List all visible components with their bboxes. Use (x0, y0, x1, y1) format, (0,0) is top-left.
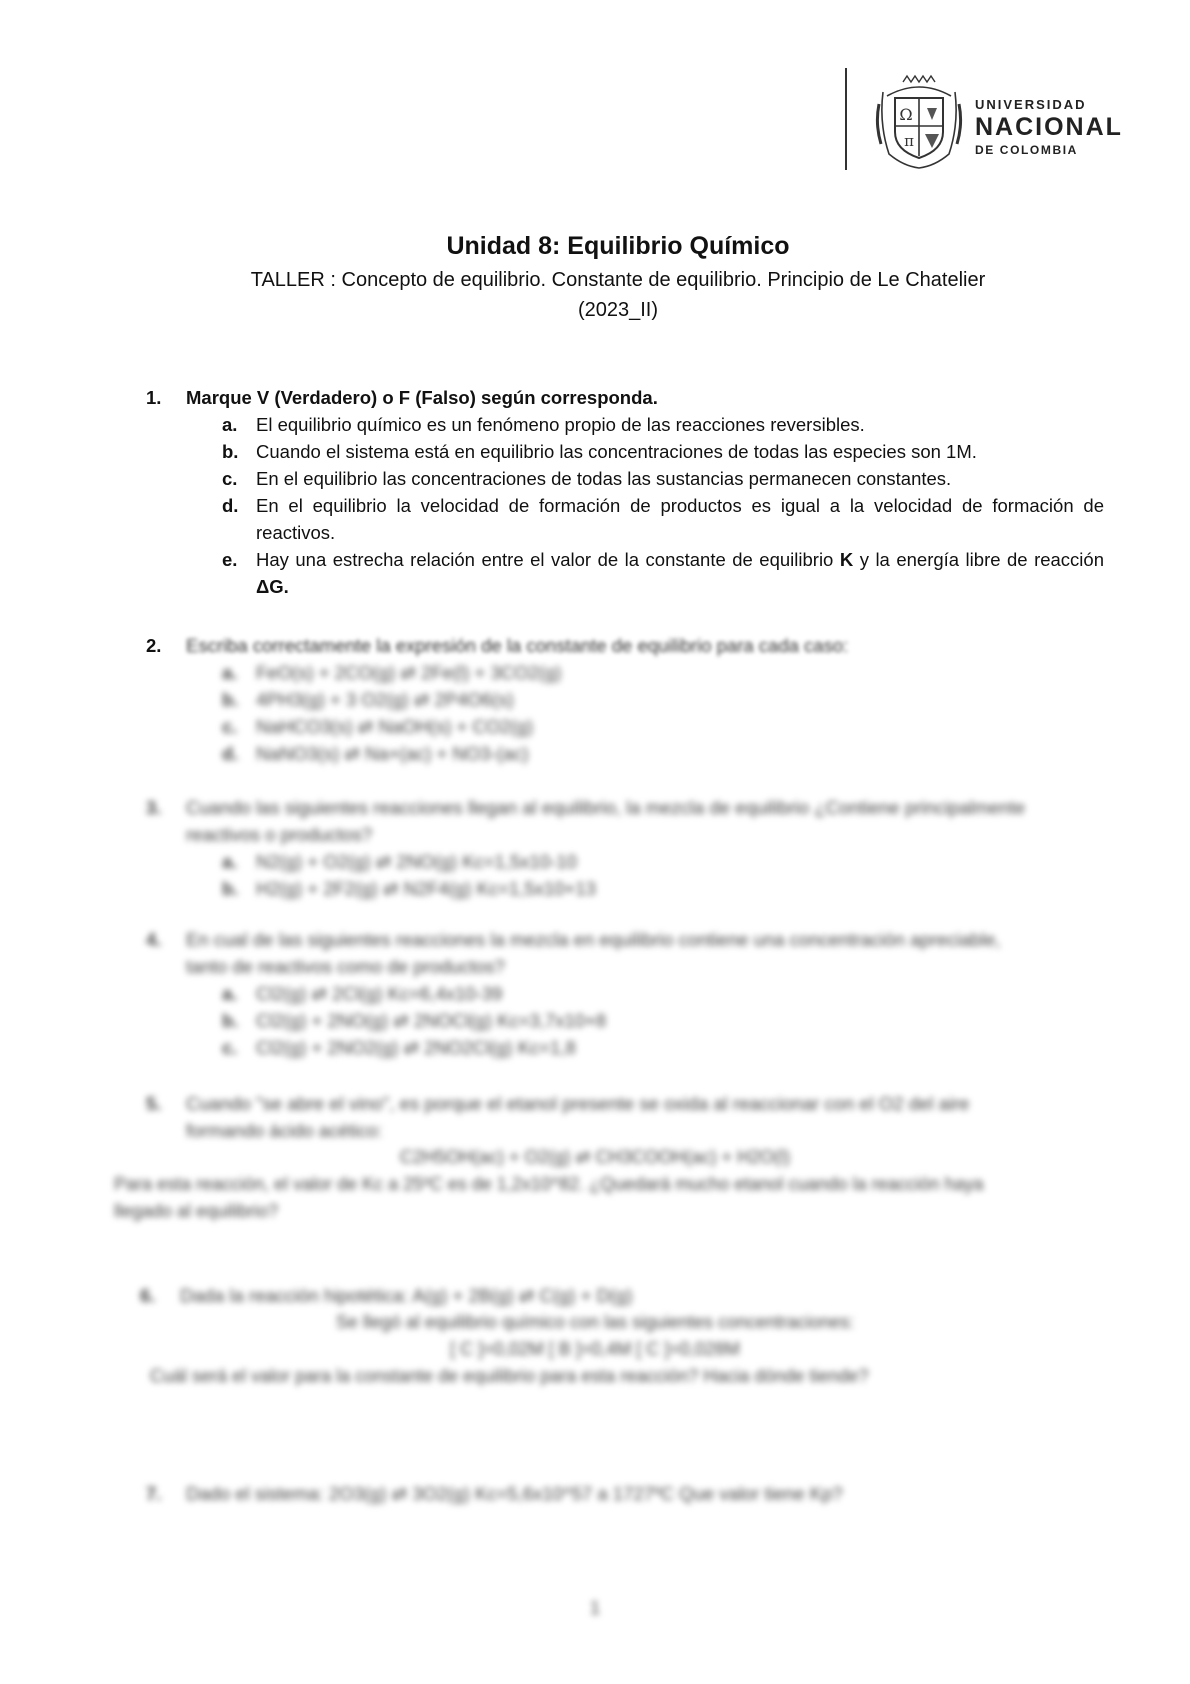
question-items (222, 659, 1104, 767)
university-name-line1: UNIVERSIDAD (975, 97, 1087, 112)
question-text-cont: reactivos o productos? (186, 824, 373, 845)
list-item (222, 492, 1104, 546)
item-letter: a. (222, 983, 238, 1004)
item-letter: a. (222, 851, 238, 872)
item-letter: b. (222, 1010, 239, 1031)
item-text: N2(g) + O2(g) ⇄ 2NO(g) Kc=1,5x10-10 (256, 851, 577, 872)
university-name (975, 98, 1123, 156)
question-number: 1. (146, 387, 162, 408)
document-term: (2023_II) (577, 299, 659, 321)
list-item (222, 1007, 1104, 1034)
list-item (222, 713, 1104, 740)
item-letter: e. (222, 549, 238, 570)
svg-text:π: π (904, 132, 914, 150)
item-letter: c. (222, 468, 238, 489)
item-text-part: y la energía libre de reacción (853, 549, 1104, 570)
svg-text:Ω: Ω (899, 105, 913, 124)
item-text (256, 546, 1104, 600)
item-letter: d. (222, 495, 239, 516)
equation: C2H5OH(ac) + O2(g) ⇄ CH3COOH(ac) + H2O(l) (399, 1147, 791, 1167)
list-item (222, 659, 1104, 686)
question-number: 2. (146, 635, 162, 656)
question-text: Dado el sistema: 2O3(g) ⇄ 3O2(g) Kc=5,6x10^57 a 1727ºC Que valor tiene Kp? (186, 1483, 843, 1504)
item-letter: a. (222, 414, 238, 435)
delta-g: ΔG. (256, 576, 289, 597)
list-item (222, 438, 1104, 465)
item-letter: a. (222, 662, 238, 683)
item-letter: c. (222, 1037, 238, 1058)
university-name-line2: NACIONAL (975, 113, 1123, 141)
item-letter: d. (222, 743, 239, 764)
question-5-statement: Para esta reacción, el valor de Kc a 25ºC es de 1,2x10^82. ¿Quedará mucho etanol cuando la reacción haya (114, 1174, 984, 1194)
question-text: Cuando "se abre el vino", es porque el etanol presente se oxida al reaccionar con el O2 del aire (186, 1093, 970, 1114)
list-item (222, 740, 1104, 767)
question-text: En cual de las siguientes reacciones la mezcla en equilibrio contiene una concentración apreciable, (186, 929, 1001, 950)
item-text: NaHCO3(s) ⇄ NaOH(s) + CO2(g) (256, 716, 534, 737)
university-name-line3: DE COLOMBIA (975, 143, 1078, 157)
document-title: Unidad 8: Equilibrio Químico (446, 232, 790, 260)
page-number: 1 (589, 1598, 600, 1618)
crest-icon (873, 74, 965, 170)
item-text: El equilibrio químico es un fenómeno propio de las reacciones reversibles. (256, 414, 865, 435)
university-logo (845, 68, 1123, 172)
question-text-cont: formando ácido acético: (186, 1120, 383, 1141)
question-items (222, 411, 1104, 600)
question-text: Marque V (Verdadero) o F (Falso) según corresponda. (186, 387, 658, 408)
item-text: Cl2(g) ⇄ 2Cl(g) Kc=6,4x10-39 (256, 983, 503, 1004)
question-number: 5. (146, 1093, 162, 1114)
list-item (222, 686, 1104, 713)
item-letter: b. (222, 689, 239, 710)
question-6-concentrations: [ C ]=0,02M [ B ]=0,4M [ C ]=0,028M (450, 1339, 740, 1359)
question-items (222, 980, 1104, 1061)
document-subtitle: TALLER : Concepto de equilibrio. Constante de equilibrio. Principio de Le Chatelier (250, 269, 986, 291)
question-5-statement-cont: llegado al equilibrio? (114, 1201, 279, 1221)
list-item (222, 980, 1104, 1007)
item-text: Cl2(g) + 2NO(g) ⇄ 2NOCl(g) Kc=3,7x10+8 (256, 1010, 607, 1031)
question-text: Cuando las siguientes reacciones llegan al equilibrio, la mezcla de equilibrio ¿Contiene principalmente (186, 797, 1026, 818)
question-6-given: Se llegó al equilibrio químico con las siguientes concentraciones: (335, 1312, 855, 1332)
list-item (222, 546, 1104, 600)
question-number: 6. (140, 1285, 156, 1306)
title-block (0, 232, 1190, 325)
logo-divider (845, 68, 847, 170)
item-text: En el equilibrio las concentraciones de todas las sustancias permanecen constantes. (256, 468, 952, 489)
constant-k: K (839, 549, 854, 570)
question-text-cont: tanto de reactivos como de productos? (186, 956, 505, 977)
item-text: FeO(s) + 2CO(g) ⇄ 2Fe(l) + 3CO2(g) (256, 662, 562, 683)
question-6-ask: Cuál será el valor para la constante de equilibrio para esta reacción? Hacia dónde tiende? (150, 1366, 869, 1386)
question-number: 4. (146, 929, 162, 950)
question-number: 7. (146, 1483, 162, 1504)
list-item (222, 411, 1104, 438)
list-item (222, 465, 1104, 492)
item-text: Cl2(g) + 2NO2(g) ⇄ 2NO2Cl(g) Kc=1,8 (256, 1037, 576, 1058)
item-text: 4PH3(g) + 3 O2(g) ⇄ 2P4O6(s) (256, 689, 514, 710)
item-text: Cuando el sistema está en equilibrio las concentraciones de todas las especies son 1M. (256, 441, 977, 462)
item-letter: b. (222, 441, 239, 462)
item-letter: c. (222, 716, 238, 737)
list-item (222, 875, 1104, 902)
item-text: H2(g) + 2F2(g) ⇄ N2F4(g) Kc=1,5x10+13 (256, 878, 596, 899)
list-item (222, 848, 1104, 875)
question-items (222, 848, 1104, 902)
question-number: 3. (146, 797, 162, 818)
question-text: Escriba correctamente la expresión de la constante de equilibrio para cada caso: (186, 635, 849, 656)
question-text: Dada la reacción hipotética: A(g) + 2B(g) ⇄ C(g) + D(g) (180, 1285, 633, 1306)
item-text: En el equilibrio la velocidad de formación de productos es igual a la velocidad de formación de reactivos. (256, 495, 1104, 543)
item-text: NaNO3(s) ⇄ Na+(ac) + NO3-(ac) (256, 743, 529, 764)
item-letter: b. (222, 878, 239, 899)
list-item (222, 1034, 1104, 1061)
item-text-part: Hay una estrecha relación entre el valor de la constante de equilibrio (256, 549, 840, 570)
